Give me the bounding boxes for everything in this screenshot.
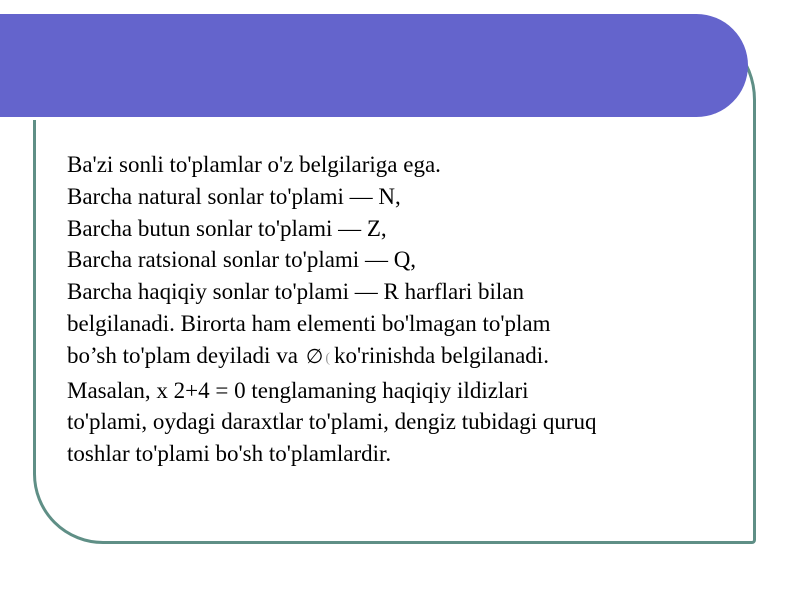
text-line-3: Barcha butun sonlar to'plami — Z,	[67, 215, 387, 241]
text-line-10: toshlar to'plami bo'sh to'plamlardir.	[67, 441, 392, 467]
text-line-5: Barcha haqiqiy sonlar to'plami — R harflari bilan	[67, 279, 524, 305]
text-line-7-end: ko'rinishda belgilanadi.	[334, 342, 549, 368]
text-line-9: to'plami, oydagi daraxtlar to'plami, dengiz tubidagi quruq	[67, 409, 597, 435]
text-line-8: Masalan, x 2+4 = 0 tenglamaning haqiqiy ildizlari	[67, 377, 529, 403]
empty-set-icon: ∅	[305, 343, 324, 368]
body-text	[67, 149, 727, 470]
text-line-7	[67, 340, 727, 375]
header-divider-line	[0, 117, 708, 120]
header-band	[0, 14, 748, 117]
text-line-1: Ba'zi sonli to'plamlar o'z belgilariga ega.	[67, 152, 441, 177]
paren-glyph: (	[325, 350, 331, 366]
text-line-4: Barcha ratsional sonlar to'plami — Q,	[67, 247, 417, 273]
text-line-6: belgilanadi. Birorta ham elementi bo'lmagan to'plam	[67, 310, 551, 336]
text-line-2: Barcha natural sonlar to'plami — N,	[67, 183, 401, 209]
text-line-7-start: bo’sh to'plam deyiladi va	[67, 342, 298, 368]
